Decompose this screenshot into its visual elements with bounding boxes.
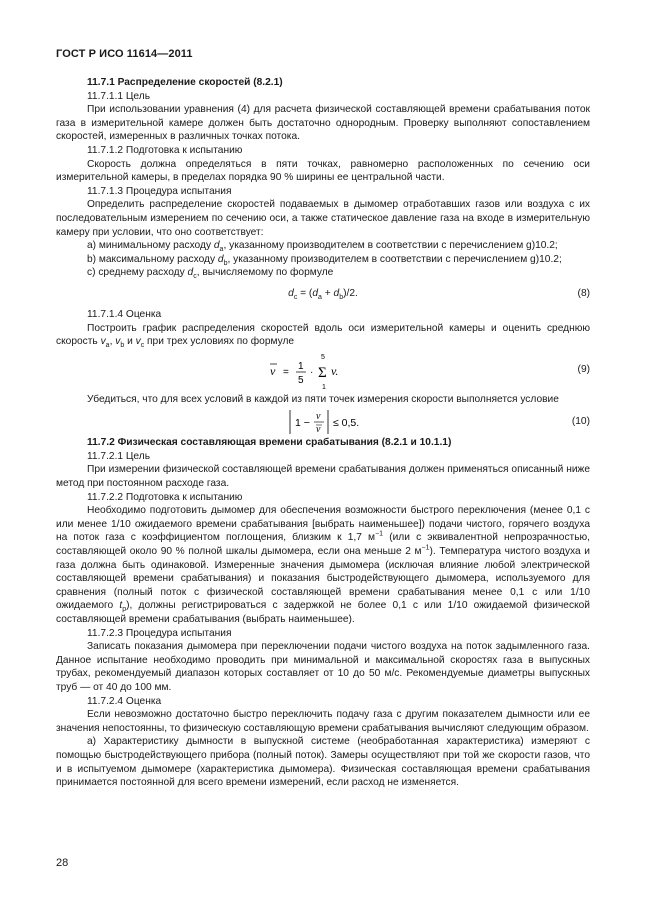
document-header: ГОСТ Р ИСО 11614—2011: [56, 48, 193, 60]
paragraph: Записать показания дымомера при переключении подачи чистого воздуха на поток задымленного газа. Данное испытание необходимо проводить при минимальной и максимальной скоростях газа в выпускных трубах, рекомендуемый диапазон которых составляет от 10 до 50 м/с. Рекомендуемые диаметры выпускных труб — от 40 до 100 мм.: [56, 641, 590, 693]
subsection-11-7-1-4: 11.7.1.4 Оценка: [87, 308, 162, 320]
svg-text:1: 1: [322, 383, 326, 391]
paragraph: Если невозможно достаточно быстро переключить подачу газа с другим показателем дымности или ее значения непостоянны, то физическую составляющую времени срабатывания вычисляют следующим образом.: [56, 709, 590, 734]
subsection-11-7-1-2: 11.7.1.2 Подготовка к испытанию: [87, 144, 243, 156]
paragraph: Определить распределение скоростей подаваемых в дымомер отработавших газов или воздуха с их последовательным измерением по сечению оси, а также статическое давление газа на входе в измерительную камеру при условии, что оно соответствует:: [56, 199, 590, 238]
paragraph: а) Характеристику дымности в выпускной системе (необработанная характеристика) измеряют с помощью быстродействующего прибора (полный поток). Замеры осуществляют при той же скорости газов, что и в испытуемом дымомере (характеристика дымомера). Физическая составляющая времени срабатывания принимается постоянной для всего времени измерений, если расход не изменяется.: [56, 736, 590, 789]
formula-8: [56, 285, 590, 303]
formula-9: [56, 349, 590, 393]
subsection-11-7-2-3: 11.7.2.3 Процедура испытания: [87, 627, 232, 639]
list-item-c: с) среднему расходу $d_c$, вычисляемому по формуле: [87, 267, 334, 281]
subsection-11-7-2-1: 11.7.2.1 Цель: [87, 450, 151, 462]
paragraph: Скорость должна определяться в пяти точках, равномерно расположенных по сечению оси измерительной камеры, в пределах порядка 90 % ширины ее центральной части.: [56, 158, 590, 184]
subsection-11-7-1-1: 11.7.1.1 Цель: [87, 90, 151, 102]
subsection-11-7-1-3: 11.7.1.3 Процедура испытания: [87, 185, 232, 197]
paragraph: Необходимо подготовить дымомер для обеспечения возможности быстрого переключения (менее 0,1 с или менее 1/10 ожидаемого времени срабатывания [выбрать наименьшее]) подачи чистого, горячего воздуха на поток газа с коэффициентом поглощения, близким к 1,7 $м^{-1}$ (или с эквивалентной непрозрачностью, составляющей около 90 % полной шкалы дымомера, если она меньше 2 $м^{-1}$). Температура чистого воздуха и газа должна быть одинаковой. Измеренные значения дымомера (исключая влияние любой электрической составляющей времени срабатывания) и показания быстродействующего дымомера, используемого для сравнения (полный поток с физической составляющей времени срабатывания менее 0,1 с или 1/10 ожидаемого $t_p$), должны регистрироваться с задержкой не более 0,1 с или 1/10 ожидаемой физической составляющей времени срабатывания (выбрать наименьшее).: [56, 505, 591, 625]
paragraph: Убедиться, что для всех условий в каждой из пяти точек измерения скорости выполняется условие: [87, 393, 559, 405]
formula-9-number: (9): [577, 363, 590, 375]
page-number: 28: [56, 857, 69, 869]
paragraph: При измерении физической составляющей времени срабатывания должен применяться описанный ниже метод при постоянном расходе газа.: [56, 464, 590, 490]
svg-text:5: 5: [298, 374, 304, 386]
section-heading-11-7-2: 11.7.2 Физическая составляющая времени срабатывания (8.2.1 и 10.1.1): [87, 437, 452, 449]
paragraph: При использовании уравнения (4) для расчета физической составляющей времени срабатывания поток газа в измерительной камере должен быть достаточно однородным. Проверку выполняют сопоставлением скоростей, измеренных в различных точках потока.: [56, 104, 590, 143]
svg-text:1 −: 1 −: [295, 417, 310, 430]
svg-text:v: v: [270, 363, 276, 378]
formula-9-expression: [268, 349, 408, 393]
formula-10: [56, 406, 590, 436]
document-body: [56, 76, 590, 790]
svg-text:1: 1: [298, 360, 304, 372]
section-heading-11-7-1: 11.7.1 Распределение скоростей (8.2.1): [87, 77, 283, 88]
svg-text:=: =: [283, 366, 289, 378]
formula-10-number: (10): [571, 416, 590, 428]
formula-10-expression: [288, 406, 408, 436]
subsection-11-7-2-4: 11.7.2.4 Оценка: [87, 695, 162, 707]
svg-text:5: 5: [321, 353, 325, 361]
list-item-a: а) минимальному расходу $d_a$, указанному производителем в соответствии с перечислением g)10.2;: [87, 240, 558, 254]
subsection-11-7-2-2: 11.7.2.2 Подготовка к испытанию: [87, 491, 243, 503]
formula-8-number: (8): [577, 287, 590, 299]
paragraph: Построить график распределения скоростей вдоль оси измерительной камеры и оценить среднюю скорость $v_a$, $v_b$ и $v_c$ при трех условиях по формуле: [56, 322, 590, 350]
list-item-b: b) максимальному расходу $d_b$, указанному производителем в соответствии с перечислением g)10.2;: [87, 253, 562, 267]
svg-text:v.: v.: [331, 363, 339, 378]
svg-text:≤ 0,5.: ≤ 0,5.: [333, 417, 360, 430]
svg-text:Σ: Σ: [318, 364, 327, 381]
svg-text:v: v: [316, 424, 321, 436]
svg-text:v: v: [316, 411, 321, 423]
formula-8-expression: $d_c = (d_a + d_b)/2$.: [288, 287, 358, 301]
svg-text:·: ·: [310, 366, 314, 378]
